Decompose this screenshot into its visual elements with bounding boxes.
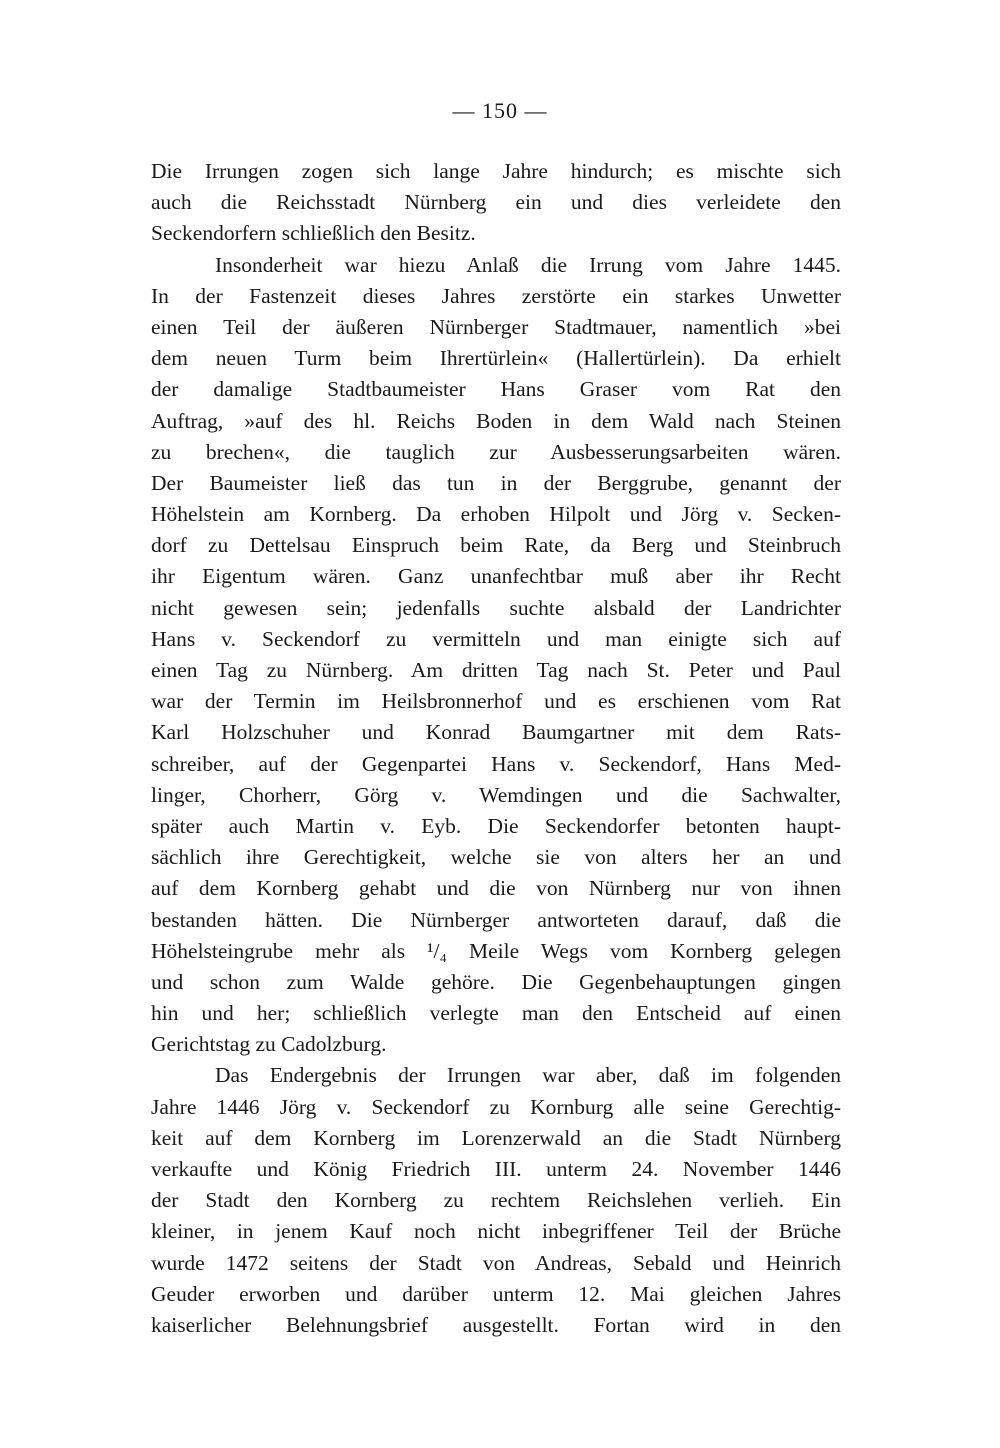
paragraph-2 bbox=[151, 250, 841, 1061]
text-line: sächlich ihre Gerechtigkeit, welche sie von alters her an und bbox=[151, 845, 841, 870]
text-line: zu brechen«, die tauglich zur Ausbesserungsarbeiten wären. bbox=[151, 439, 841, 464]
text-line: der damalige Stadtbaumeister Hans Graser vom Rat den bbox=[151, 377, 841, 402]
text-line: Das Endergebnis der Irrungen war aber, daß im folgenden bbox=[215, 1063, 841, 1088]
text-line: Gerichtstag zu Cadolzburg. bbox=[151, 1032, 387, 1057]
text-line: später auch Martin v. Eyb. Die Seckendorfer betonten haupt- bbox=[151, 813, 841, 838]
text-line: Auftrag, »auf des hl. Reichs Boden in dem Wald nach Steinen bbox=[151, 408, 841, 433]
text-line: Seckendorfern schließlich den Besitz. bbox=[151, 221, 476, 246]
text-line: bestanden hätten. Die Nürnberger antworteten darauf, daß die bbox=[151, 907, 841, 932]
text-line: In der Fastenzeit dieses Jahres zerstörte ein starkes Unwetter bbox=[151, 283, 841, 308]
text-line: schreiber, auf der Gegenpartei Hans v. Seckendorf, Hans Med- bbox=[151, 751, 841, 776]
text-line: dem neuen Turm beim Ihrertürlein« (Hallertürlein). Da erhielt bbox=[151, 346, 841, 371]
text-line: verkaufte und König Friedrich III. unterm 24. November 1446 bbox=[151, 1157, 841, 1181]
text-line: keit auf dem Kornberg im Lorenzerwald an die Stadt Nürnberg bbox=[151, 1125, 841, 1150]
text-line: Die Irrungen zogen sich lange Jahre hindurch; es mischte sich bbox=[151, 159, 841, 183]
text-line: einen Teil der äußeren Nürnberger Stadtmauer, namentlich »bei bbox=[151, 314, 841, 339]
text-line: nicht gewesen sein; jedenfalls suchte alsbald der Landrichter bbox=[151, 595, 841, 620]
text-line: Höhelstein am Kornberg. Da erhoben Hilpolt und Jörg v. Secken- bbox=[151, 502, 841, 527]
text-line: Höhelsteingrube mehr als ¹/₄ Meile Wegs vom Kornberg gelegen bbox=[151, 938, 841, 963]
text-line: auf dem Kornberg gehabt und die von Nürnberg nur von ihnen bbox=[151, 876, 841, 901]
text-line: wurde 1472 seitens der Stadt von Andreas, Sebald und Heinrich bbox=[151, 1250, 841, 1275]
text-line: Insonderheit war hiezu Anlaß die Irrung vom Jahre 1445. bbox=[215, 252, 841, 277]
body-text bbox=[151, 156, 841, 1341]
text-line: Jahre 1446 Jörg v. Seckendorf zu Kornburg alle seine Gerechtig- bbox=[151, 1094, 841, 1119]
text-line: linger, Chorherr, Görg v. Wemdingen und die Sachwalter, bbox=[151, 782, 841, 807]
text-line: hin und her; schließlich verlegte man den Entscheid auf einen bbox=[151, 1001, 841, 1026]
text-line: auch die Reichsstadt Nürnberg ein und dies verleidete den bbox=[151, 190, 841, 215]
text-line: einen Tag zu Nürnberg. Am dritten Tag nach St. Peter und Paul bbox=[151, 658, 841, 682]
page-number: — 150 — bbox=[452, 98, 548, 123]
text-line: Hans v. Seckendorf zu vermitteln und man einigte sich auf bbox=[151, 626, 841, 651]
paragraph-3 bbox=[151, 1060, 841, 1341]
text-line: dorf zu Dettelsau Einspruch beim Rate, da Berg und Steinbruch bbox=[151, 533, 841, 558]
text-line: kaiserlicher Belehnungsbrief ausgestellt. Fortan wird in den bbox=[151, 1312, 841, 1337]
text-line: Der Baumeister ließ das tun in der Berggrube, genannt der bbox=[151, 470, 841, 495]
text-line: Karl Holzschuher und Konrad Baumgartner mit dem Rats- bbox=[151, 720, 841, 745]
paragraph-1 bbox=[151, 156, 841, 250]
text-line: war der Termin im Heilsbronnerhof und es erschienen vom Rat bbox=[151, 689, 841, 714]
text-line: und schon zum Walde gehöre. Die Gegenbehauptungen gingen bbox=[151, 969, 841, 994]
text-line: kleiner, in jenem Kauf noch nicht inbegriffener Teil der Brüche bbox=[151, 1219, 841, 1244]
text-line: ihr Eigentum wären. Ganz unanfechtbar muß aber ihr Recht bbox=[151, 564, 841, 589]
text-line: der Stadt den Kornberg zu rechtem Reichslehen verlieh. Ein bbox=[151, 1188, 841, 1213]
text-line: Geuder erworben und darüber unterm 12. Mai gleichen Jahres bbox=[151, 1281, 841, 1306]
